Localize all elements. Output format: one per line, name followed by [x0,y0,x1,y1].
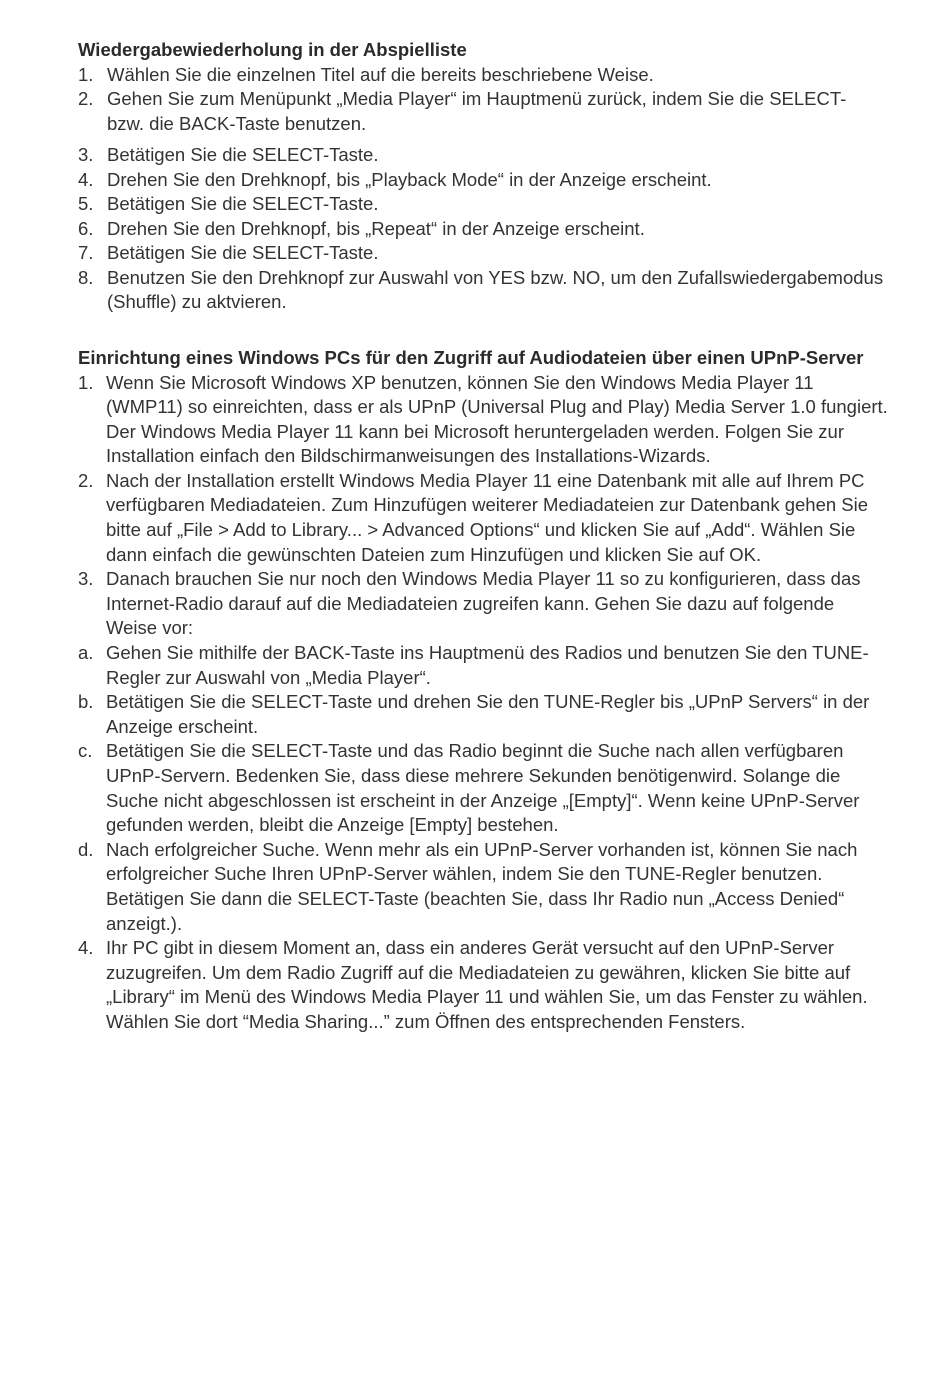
list-item-text: Wenn Sie Microsoft Windows XP benutzen, können Sie den Windows Media Player 11 (WMP11) so einreichten, dass er als UPnP (Universal Plug and Play) Media Server 1.0 fungiert. Der Windows Media Player 11 kann bei Microsoft heruntergeladen werden. Folgen Sie zur Installation einfach den Bildschirmanweisungen des Installations-Wizards. [106,371,888,467]
list-marker: 3. [78,144,94,165]
list-item [78,217,888,242]
list-item-text: Danach brauchen Sie nur noch den Windows Media Player 11 so zu konfigurieren, dass das Internet-Radio darauf auf die Mediadateien zugreifen kann. Gehen Sie dazu auf folgende Weise vor: [106,568,861,639]
list-item-text: Drehen Sie den Drehknopf, bis „Repeat“ in der Anzeige erscheint. [107,217,645,239]
list-item [78,690,888,739]
list-item-text: Betätigen Sie die SELECT-Taste und das Radio beginnt die Suche nach allen verfügbaren UPnP-Servern. Bedenken Sie, dass diese mehrere Sekunden benötigenwird. Solange die Suche nicht abgeschlossen ist erscheint in der Anzeige „[Empty]“. Wenn keine UPnP-Server gefunden werden, bleibt die Anzeige [Empty] bestehen. [106,740,860,836]
list-item-text: Ihr PC gibt in diesem Moment an, dass ein anderes Gerät versucht auf den UPnP-Server zuzugreifen. Um dem Radio Zugriff auf die Mediadateien zu gewähren, klicken Sie bitte auf „Library“ im Menü des Windows Media Player 11 und wählen Sie, um das Fenster zu wählen. Wählen Sie dort “Media Sharing...” zum Öffnen des entsprechenden Fensters. [106,937,868,1032]
list-item [78,641,888,690]
list-marker: 1. [78,63,94,85]
list-marker: 1. [78,371,94,393]
list-item-text: Betätigen Sie die SELECT-Taste und drehen Sie den TUNE-Regler bis „UPnP Servers“ in der Anzeige erscheint. [106,691,870,737]
list-item [78,192,888,217]
list-item [78,567,888,641]
step-list [78,63,888,315]
step-list [78,371,888,1035]
list-marker: 8. [78,266,94,288]
list-item-text: Gehen Sie zum Menüpunkt „Media Player“ im Hauptmenü zurück, indem Sie die SELECT- bzw. die BACK-Taste benutzen. [107,88,847,134]
section-repeat-playlist [78,38,888,315]
list-item [78,168,888,193]
section-heading: Wiedergabewiederholung in der Abspielliste [78,39,467,60]
list-item-text: Nach der Installation erstellt Windows Media Player 11 eine Datenbank mit alle auf Ihrem PC verfügbaren Mediadateien. Zum Hinzufügen weiterer Mediadateien zur Datenbank gehen Sie bitte auf „File > Add to Library... > Advanced Options“ und klicken Sie auf „Add“. Wählen Sie dann einfach die gewünschten Dateien zum Hinzufügen und klicken Sie auf OK. [106,469,869,565]
list-item-text: Betätigen Sie die SELECT-Taste. [107,193,379,214]
list-item-text: Nach erfolgreicher Suche. Wenn mehr als ein UPnP-Server vorhanden ist, können Sie nach erfolgreicher Suche Ihren UPnP-Server wählen, indem Sie den TUNE-Regler benutzen. Betätigen Sie dann die SELECT-Taste (beachten Sie, dass Ihr Radio nun „Access Denied“ anzeigt.). [106,838,858,934]
list-item-text: Drehen Sie den Drehknopf, bis „Playback Mode“ in der Anzeige erscheint. [107,168,712,190]
list-item-text: Betätigen Sie die SELECT-Taste. [107,144,379,165]
list-marker: a. [78,642,94,664]
list-item [78,739,888,837]
list-item [78,266,888,315]
list-marker: 2. [78,88,94,109]
list-marker: 7. [78,242,94,263]
list-marker: 5. [78,193,94,214]
list-marker: 2. [78,469,94,491]
list-marker: c. [78,740,93,762]
list-item [78,838,888,936]
list-item-text: Benutzen Sie den Drehknopf zur Auswahl von YES bzw. NO, um den Zufallswiedergabemodus (Shuffle) zu aktvieren. [107,266,884,312]
list-item [78,63,888,88]
list-marker: 6. [78,217,94,239]
section-upnp-setup [78,346,888,1035]
list-marker: 4. [78,937,94,959]
list-item-text: Betätigen Sie die SELECT-Taste. [107,242,379,263]
list-item [78,936,888,1034]
list-marker: 4. [78,168,94,190]
section-heading: Einrichtung eines Windows PCs für den Zugriff auf Audiodateien über einen UPnP-Server [78,347,864,368]
list-item [78,469,888,567]
list-item [78,371,888,469]
list-item [78,143,888,168]
list-marker: 3. [78,568,94,590]
list-item-text: Gehen Sie mithilfe der BACK-Taste ins Hauptmenü des Radios und benutzen Sie den TUNE-Regler zur Auswahl von „Media Player“. [106,642,869,688]
list-item [78,241,888,266]
list-marker: b. [78,691,94,713]
list-item-text: Wählen Sie die einzelnen Titel auf die bereits beschriebene Weise. [107,63,654,85]
list-item [78,87,888,136]
list-marker: d. [78,838,94,860]
